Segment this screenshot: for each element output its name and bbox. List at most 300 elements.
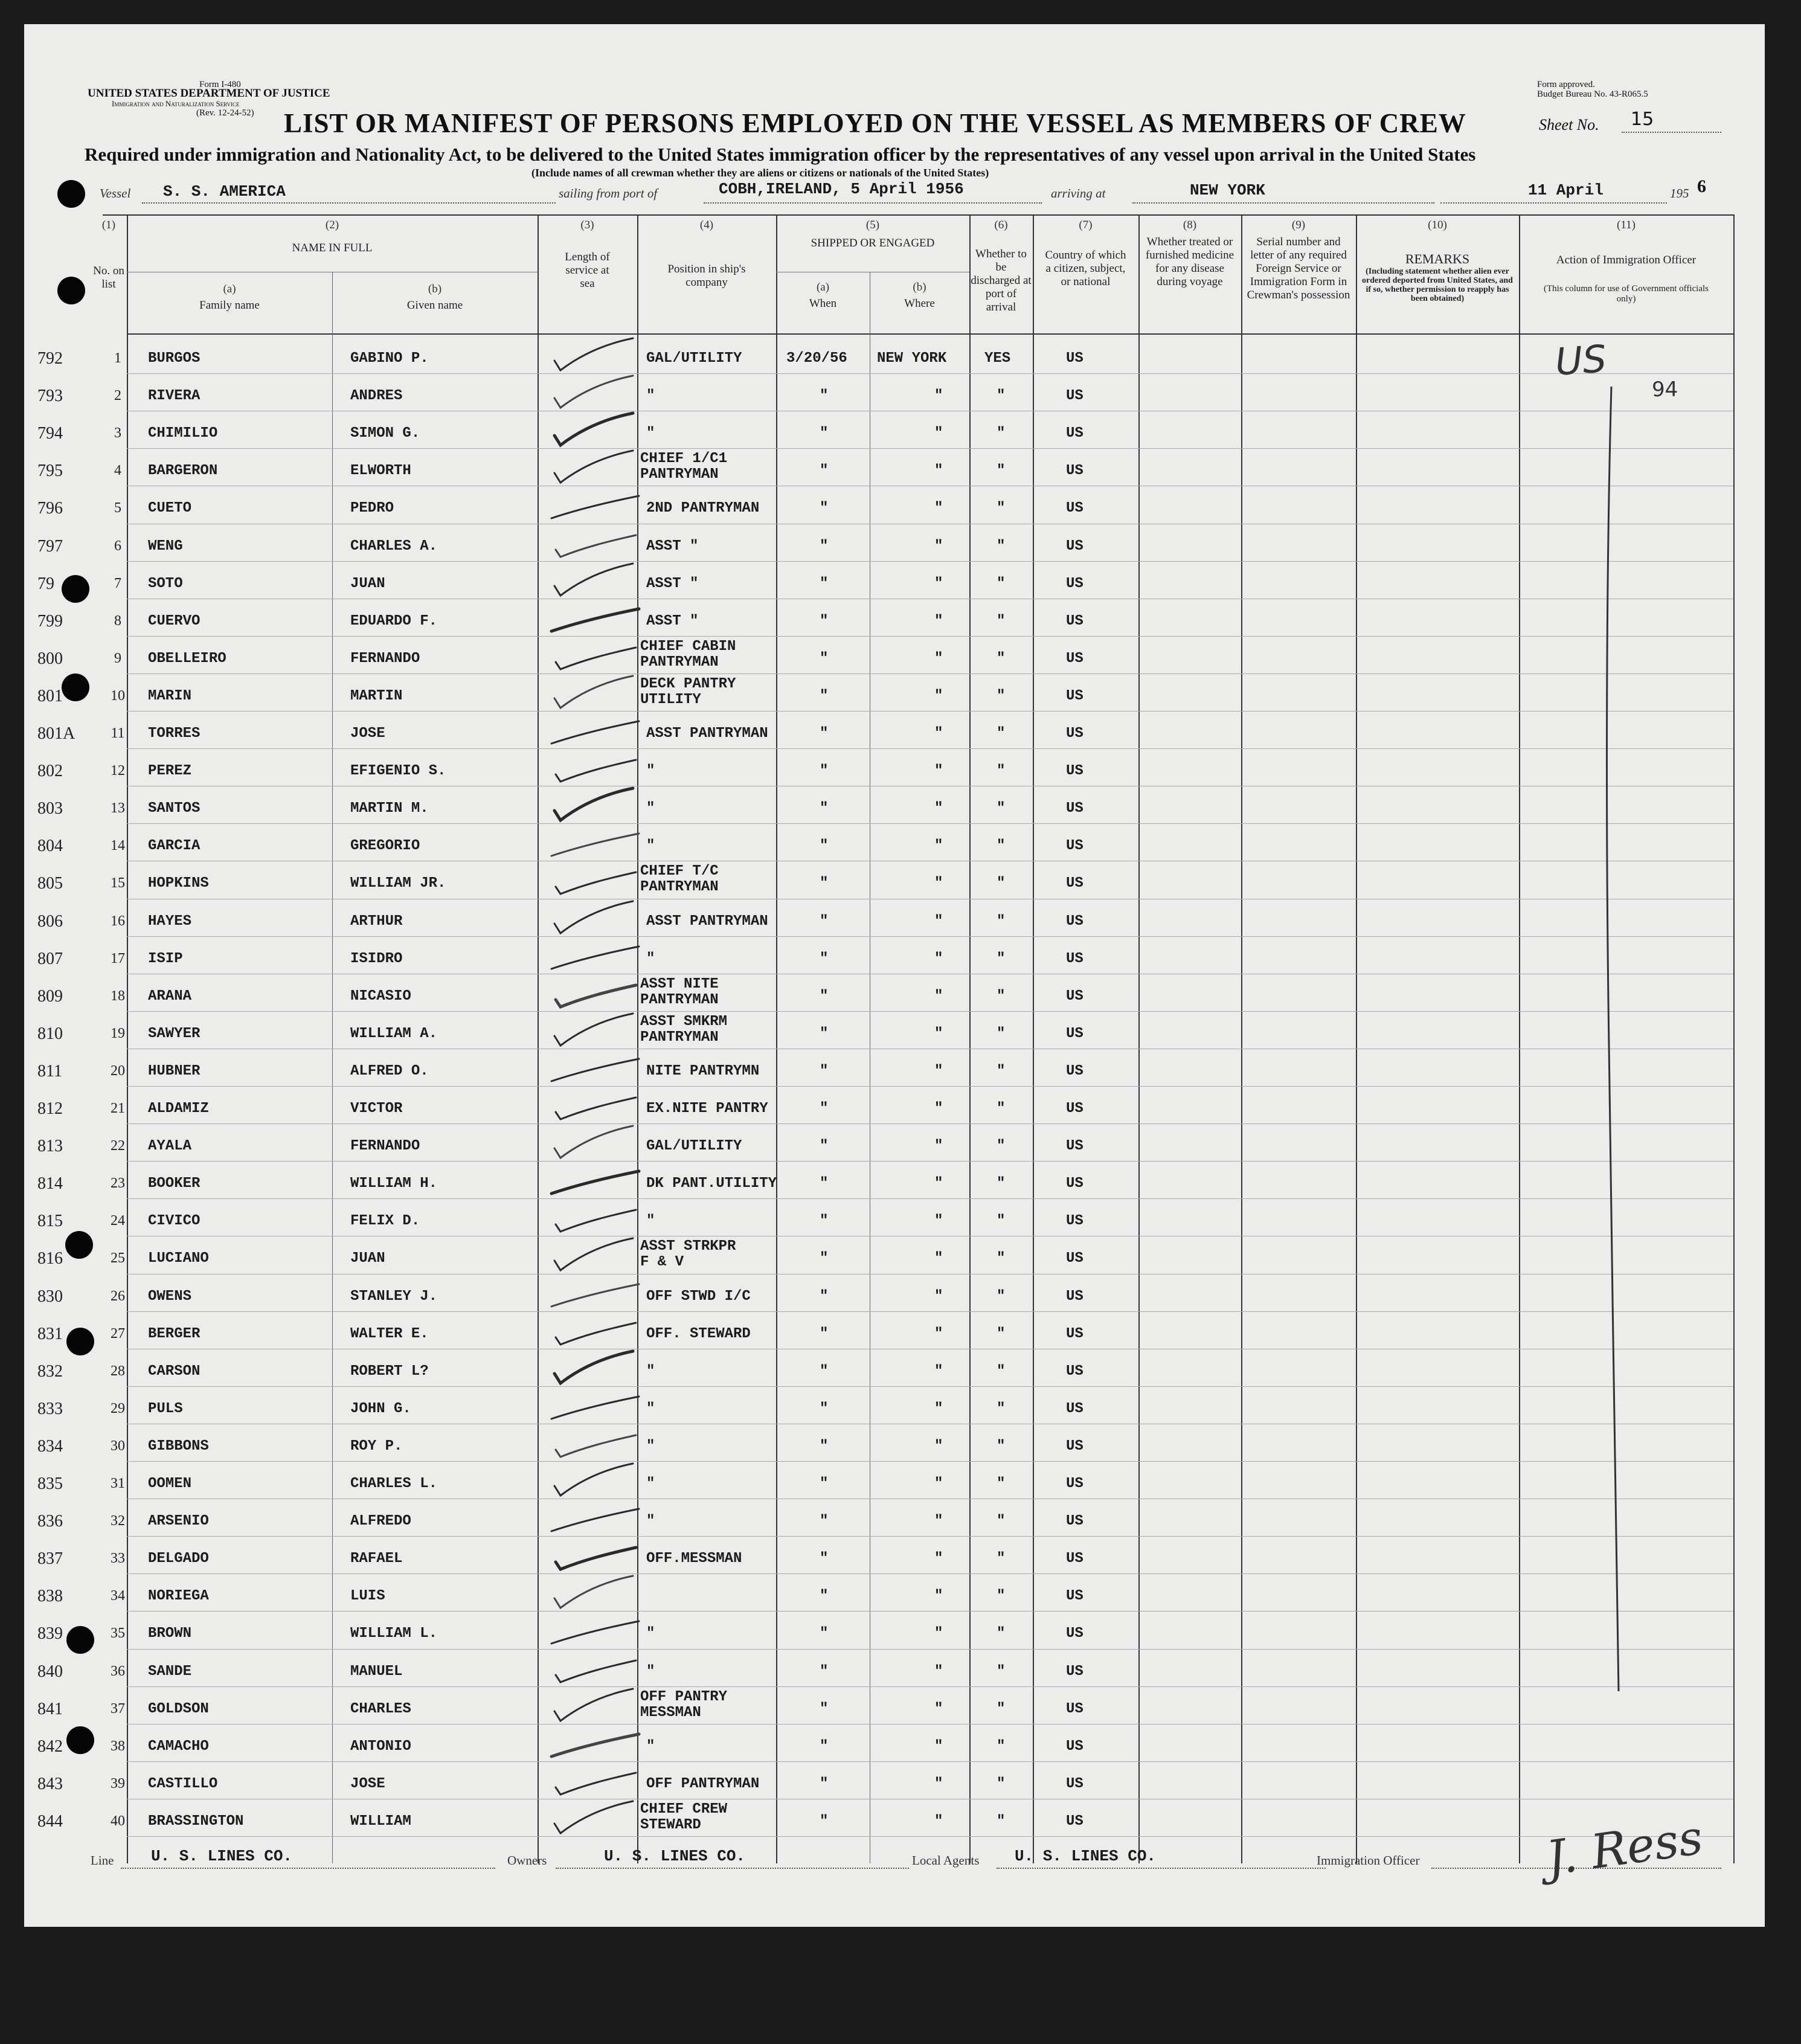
reference-number: 810 [37, 1024, 63, 1043]
row-rule [127, 673, 1733, 674]
position: OFF.MESSMAN [646, 1551, 742, 1567]
list-number: 38 [111, 1738, 125, 1754]
given-name: CHARLES [350, 1701, 411, 1717]
position: ASST PANTRYMAN [646, 913, 768, 930]
check-mark-icon [542, 1798, 651, 1840]
given-name: MARTIN M. [350, 800, 429, 817]
col6-heading: Whether to be discharged at port of arrival [971, 248, 1032, 313]
given-name: NICASIO [350, 988, 411, 1004]
shipped-when: " [820, 1363, 829, 1380]
family-name: BOOKER [148, 1175, 201, 1192]
given-name: JOSE [350, 725, 385, 742]
position: " [646, 800, 655, 817]
family-name: PEREZ [148, 763, 192, 779]
given-name: FELIX D. [350, 1213, 420, 1229]
arriving-underline [1132, 202, 1434, 204]
list-number: 24 [111, 1213, 125, 1229]
handwritten-us: US [1553, 336, 1608, 384]
check-mark-icon [542, 823, 651, 865]
vessel-underline [142, 202, 556, 204]
reference-number: 830 [37, 1287, 63, 1306]
discharge-flag: " [997, 1175, 1006, 1192]
given-name: CHARLES L. [350, 1476, 438, 1492]
shipped-where: " [934, 951, 943, 967]
col1-number: (1) [101, 219, 116, 231]
shipped-where: " [934, 1738, 943, 1755]
family-name: CUERVO [148, 613, 201, 629]
col7-number: (7) [1079, 219, 1093, 231]
discharge-flag: " [997, 1551, 1006, 1567]
discharge-flag: " [997, 1363, 1006, 1380]
discharge-flag: " [997, 500, 1006, 516]
shipped-where: " [934, 1175, 943, 1192]
shipped-when: " [820, 1063, 829, 1079]
check-mark-icon [542, 1235, 651, 1278]
shipped-when: " [820, 688, 829, 704]
line-label: Line [91, 1853, 114, 1868]
row-rule [127, 1198, 1733, 1199]
family-name: NORIEGA [148, 1588, 209, 1604]
shipped-when: " [820, 463, 829, 479]
row-rule [127, 748, 1733, 749]
col2b-heading: Given name [406, 299, 463, 312]
list-number: 15 [111, 875, 125, 891]
list-number: 32 [111, 1513, 125, 1529]
family-name: AYALA [148, 1138, 192, 1154]
list-number: 3 [114, 425, 121, 441]
check-mark-icon [542, 635, 651, 678]
list-number: 4 [114, 463, 121, 478]
country: US [1066, 1101, 1083, 1117]
discharge-flag: " [997, 1513, 1006, 1529]
check-mark-icon [542, 1085, 651, 1128]
punch-hole [66, 1626, 94, 1654]
shipped-where: " [934, 1438, 943, 1454]
given-name: FERNANDO [350, 651, 420, 667]
family-name: OWENS [148, 1288, 192, 1305]
family-name: HUBNER [148, 1063, 201, 1079]
discharge-flag: " [997, 1588, 1006, 1604]
given-name: ISIDRO [350, 951, 403, 967]
list-number: 29 [111, 1401, 125, 1416]
position: ASST " [646, 576, 699, 592]
country: US [1066, 576, 1083, 592]
shipped-when: " [820, 1663, 829, 1680]
shipped-when: " [820, 1813, 829, 1830]
position: EX.NITE PANTRY [646, 1101, 768, 1117]
shipped-when: " [820, 988, 829, 1004]
reference-number: 816 [37, 1249, 63, 1268]
country: US [1066, 1063, 1083, 1079]
reference-number: 831 [37, 1325, 63, 1343]
discharge-flag: " [997, 1250, 1006, 1267]
discharge-flag: " [997, 1326, 1006, 1342]
col2-heading: NAME IN FULL [292, 242, 373, 254]
punch-hole [62, 673, 89, 701]
col2a-number: (a) [223, 283, 236, 295]
discharge-flag: " [997, 1776, 1006, 1792]
service: Immigration and Naturalization Service [112, 99, 240, 108]
shipped-where: " [934, 1625, 943, 1642]
shipped-when: " [820, 1701, 829, 1717]
list-number: 35 [111, 1625, 125, 1641]
country: US [1066, 1776, 1083, 1792]
family-name: BROWN [148, 1625, 192, 1642]
country: US [1066, 463, 1083, 479]
discharge-flag: " [997, 1663, 1006, 1680]
discharge-flag: " [997, 1026, 1006, 1042]
col8-number: (8) [1183, 219, 1197, 231]
position: OFF. STEWARD [646, 1326, 751, 1342]
given-name: JOSE [350, 1776, 385, 1792]
check-mark-icon [542, 1461, 651, 1503]
check-mark-icon [542, 898, 651, 940]
shipped-where: " [934, 1101, 943, 1117]
shipped-when: " [820, 576, 829, 592]
shipped-when: " [820, 1026, 829, 1042]
position: " [646, 1663, 655, 1680]
position: GAL/UTILITY [646, 1138, 742, 1154]
list-number: 7 [114, 576, 121, 591]
shipped-when: " [820, 1738, 829, 1755]
position: OFF STWD I/C [646, 1288, 751, 1305]
sheet-number: 15 [1631, 109, 1654, 130]
col5b-number: (b) [913, 281, 926, 294]
family-name: SAWYER [148, 1026, 201, 1042]
position: " [646, 388, 655, 404]
list-number: 22 [111, 1138, 125, 1154]
check-mark-icon [542, 1273, 651, 1316]
col9-heading: Serial number and letter of any required Foreign Service or Immigration Form in Crewman's possession [1247, 236, 1350, 301]
country: US [1066, 1401, 1083, 1417]
col10-number: (10) [1428, 219, 1447, 231]
given-name: JOHN G. [350, 1401, 411, 1417]
discharge-flag: " [997, 1476, 1006, 1492]
list-number: 36 [111, 1663, 125, 1679]
reference-number: 804 [37, 837, 63, 855]
family-name: BERGER [148, 1326, 201, 1342]
shipped-when: " [820, 1401, 829, 1417]
country: US [1066, 1513, 1083, 1529]
shipped-where: " [934, 538, 943, 554]
shipped-when: " [820, 613, 829, 629]
required-statement: Required under immigration and Nationality Act, to be delivered to the United States immigration officer by the representatives of any vessel upon arrival in the United States [85, 144, 1476, 165]
family-name: RIVERA [148, 388, 201, 404]
check-mark-icon [542, 1311, 651, 1353]
col-divider-7 [1138, 214, 1140, 1863]
reference-number: 792 [37, 349, 63, 368]
reference-number: 815 [37, 1212, 63, 1230]
row-rule [127, 1086, 1733, 1087]
given-name: ALFRED O. [350, 1063, 429, 1079]
country: US [1066, 1813, 1083, 1830]
shipped-when: " [820, 1138, 829, 1154]
given-name: ROY P. [350, 1438, 403, 1454]
vessel-name: S. S. AMERICA [163, 182, 286, 201]
country: US [1066, 1175, 1083, 1192]
country: US [1066, 951, 1083, 967]
row-rule [127, 1649, 1733, 1650]
list-number: 33 [111, 1551, 125, 1566]
agents-label: Local Agents [912, 1853, 980, 1868]
reference-number: 807 [37, 950, 63, 968]
shipped-where: " [934, 988, 943, 1004]
col-divider-9 [1356, 214, 1357, 1863]
given-name: ROBERT L? [350, 1363, 429, 1380]
family-name: LUCIANO [148, 1250, 209, 1267]
given-name: GABINO P. [350, 350, 429, 367]
position: DK PANT.UTILITY [646, 1175, 777, 1192]
country: US [1066, 1250, 1083, 1267]
family-name: CARSON [148, 1363, 201, 1380]
reference-number: 838 [37, 1587, 63, 1605]
shipped-when: " [820, 1288, 829, 1305]
list-number: 34 [111, 1588, 125, 1604]
list-number: 39 [111, 1776, 125, 1792]
col10-note: (Including statement whether alien ever ordered deported from United States, and if so, whether permission to reapply has been obtained) [1362, 267, 1513, 303]
discharge-flag: " [997, 913, 1006, 930]
reference-number: 837 [37, 1549, 63, 1568]
discharge-flag: " [997, 425, 1006, 442]
given-name: PEDRO [350, 500, 394, 516]
reference-number: 833 [37, 1400, 63, 1418]
country: US [1066, 350, 1083, 367]
country: US [1066, 1588, 1083, 1604]
country: US [1066, 613, 1083, 629]
discharge-flag: " [997, 1401, 1006, 1417]
country: US [1066, 1551, 1083, 1567]
reference-number: 842 [37, 1737, 63, 1756]
reference-number: 836 [37, 1512, 63, 1531]
position: GAL/UTILITY [646, 350, 742, 367]
country: US [1066, 1476, 1083, 1492]
shipped-where: " [934, 838, 943, 854]
discharge-flag: " [997, 1213, 1006, 1229]
list-number: 19 [111, 1026, 125, 1041]
family-name: TORRES [148, 725, 201, 742]
col9-number: (9) [1291, 219, 1306, 231]
check-mark-icon [542, 1198, 651, 1240]
position: ASST SMKRM [640, 1014, 728, 1030]
reference-number: 812 [37, 1099, 63, 1118]
country: US [1066, 1738, 1083, 1755]
shipped-where: " [934, 1813, 943, 1830]
list-number: 13 [111, 800, 125, 816]
header-bottom-rule [127, 333, 1733, 335]
given-name: ELWORTH [350, 463, 411, 479]
line-value: U. S. LINES CO. [151, 1847, 293, 1865]
position-line2: PANTRYMAN [640, 654, 719, 670]
country: US [1066, 763, 1083, 779]
discharge-flag: " [997, 1101, 1006, 1117]
position: " [646, 1213, 655, 1229]
given-name: EDUARDO F. [350, 613, 438, 629]
col-divider-5 [969, 214, 971, 1863]
officer-signature: J. Ress [1543, 1810, 1706, 1886]
shipped-when: " [820, 875, 829, 892]
shipped-when: " [820, 725, 829, 742]
reference-number: 834 [37, 1437, 63, 1456]
country: US [1066, 988, 1083, 1004]
country: US [1066, 651, 1083, 667]
reference-number: 79 [37, 574, 54, 593]
list-number: 26 [111, 1288, 125, 1304]
include-statement: (Include names of all crewman whether they are aliens or citizens or nationals of the United States) [531, 167, 989, 179]
list-number: 20 [111, 1063, 125, 1079]
list-number: 10 [111, 688, 125, 704]
shipped-when: " [820, 1551, 829, 1567]
shipped-where: " [934, 725, 943, 742]
discharge-flag: " [997, 988, 1006, 1004]
check-mark-icon [542, 973, 651, 1015]
row-rule [127, 1536, 1733, 1537]
list-number: 30 [111, 1438, 125, 1454]
date-underline [1440, 202, 1667, 204]
row-rule [127, 373, 1733, 374]
position: " [646, 1363, 655, 1380]
check-mark-icon [542, 561, 651, 603]
shipped-where: NEW YORK [877, 350, 947, 367]
country: US [1066, 800, 1083, 817]
country: US [1066, 875, 1083, 892]
check-mark-icon [542, 410, 651, 452]
list-number: 11 [111, 725, 125, 741]
shipped-when: " [820, 763, 829, 779]
shipped-where: " [934, 388, 943, 404]
position: " [646, 1625, 655, 1642]
given-name: SIMON G. [350, 425, 420, 442]
shipped-when: 3/20/56 [786, 350, 847, 367]
discharge-flag: " [997, 838, 1006, 854]
shipped-where: " [934, 1063, 943, 1079]
country: US [1066, 1625, 1083, 1642]
form-approved: Form approved. [1537, 80, 1595, 89]
line-underline [121, 1868, 495, 1869]
country: US [1066, 1288, 1083, 1305]
check-mark-icon [542, 1610, 651, 1653]
shipped-when: " [820, 425, 829, 442]
shipped-where: " [934, 1250, 943, 1267]
col8-heading: Whether treated or furnished medicine for any disease during voyage [1145, 236, 1234, 288]
given-name: JUAN [350, 1250, 385, 1267]
country: US [1066, 388, 1083, 404]
shipped-when: " [820, 800, 829, 817]
given-name: FERNANDO [350, 1138, 420, 1154]
shipped-where: " [934, 875, 943, 892]
discharge-flag: " [997, 1288, 1006, 1305]
given-name: WILLIAM [350, 1813, 411, 1830]
discharge-flag: " [997, 688, 1006, 704]
family-name: CIVICO [148, 1213, 201, 1229]
check-mark-icon [542, 1686, 651, 1728]
owners-value: U. S. LINES CO. [604, 1847, 746, 1865]
shipped-when: " [820, 838, 829, 854]
country: US [1066, 688, 1083, 704]
discharge-flag: " [997, 875, 1006, 892]
position: " [646, 1438, 655, 1454]
list-number: 8 [114, 613, 121, 629]
list-number: 21 [111, 1101, 125, 1116]
position: OFF PANTRY [640, 1689, 728, 1705]
reference-number: 801 [37, 687, 63, 705]
position: CHIEF T/C [640, 863, 719, 879]
row-rule [127, 1836, 1733, 1837]
shipped-when: " [820, 951, 829, 967]
col6-number: (6) [994, 219, 1008, 231]
check-mark-icon [542, 1648, 651, 1691]
position-line2: F & V [640, 1254, 684, 1270]
family-name: BARGERON [148, 463, 218, 479]
punch-hole [66, 1726, 94, 1754]
sheet-underline [1622, 132, 1721, 133]
shipped-when: " [820, 913, 829, 930]
row-rule [127, 823, 1733, 824]
country: US [1066, 1663, 1083, 1680]
position: " [646, 1476, 655, 1492]
reference-number: 814 [37, 1174, 63, 1193]
position: NITE PANTRYMN [646, 1063, 760, 1079]
reference-number: 793 [37, 387, 63, 405]
shipped-where: " [934, 913, 943, 930]
budget-bureau: Budget Bureau No. 43-R065.5 [1537, 89, 1648, 99]
family-name: GARCIA [148, 838, 201, 854]
check-mark-icon [542, 1048, 651, 1090]
check-mark-icon [542, 1386, 651, 1428]
list-number: 1 [114, 350, 121, 366]
arriving-port: NEW YORK [1190, 181, 1265, 199]
reference-number: 841 [37, 1700, 63, 1718]
shipped-where: " [934, 1513, 943, 1529]
country: US [1066, 538, 1083, 554]
position-line2: MESSMAN [640, 1705, 701, 1721]
position: " [646, 425, 655, 442]
check-mark-icon [542, 673, 651, 715]
family-name: MARIN [148, 688, 192, 704]
col2a-heading: Family name [199, 299, 260, 312]
agents-underline [997, 1868, 1326, 1869]
given-name: WILLIAM L. [350, 1625, 438, 1642]
country: US [1066, 1438, 1083, 1454]
check-mark-icon [542, 373, 651, 415]
discharge-flag: " [997, 1625, 1006, 1642]
punch-hole [65, 1231, 93, 1259]
reference-number: 795 [37, 461, 63, 480]
list-number: 14 [111, 838, 125, 853]
col-divider-2a [332, 272, 333, 1863]
check-mark-icon [542, 1498, 651, 1540]
list-number: 23 [111, 1175, 125, 1191]
shipped-where: " [934, 1138, 943, 1154]
check-mark-icon [542, 785, 651, 828]
family-name: CHIMILIO [148, 425, 218, 442]
sailing-label: sailing from port of [559, 186, 658, 201]
reference-number: 806 [37, 912, 63, 931]
position-line2: PANTRYMAN [640, 1029, 719, 1046]
given-name: MANUEL [350, 1663, 403, 1680]
given-name: ALFREDO [350, 1513, 411, 1529]
family-name: CUETO [148, 500, 192, 516]
given-name: WILLIAM JR. [350, 875, 446, 892]
col2b-number: (b) [428, 283, 442, 295]
punch-hole [66, 1328, 94, 1355]
col3-heading: Length of service at sea [565, 251, 610, 290]
country: US [1066, 1701, 1083, 1717]
list-number: 18 [111, 988, 125, 1004]
given-name: WILLIAM H. [350, 1175, 438, 1192]
discharge-flag: " [997, 613, 1006, 629]
given-name: JUAN [350, 576, 385, 592]
position: ASST STRKPR [640, 1238, 736, 1255]
